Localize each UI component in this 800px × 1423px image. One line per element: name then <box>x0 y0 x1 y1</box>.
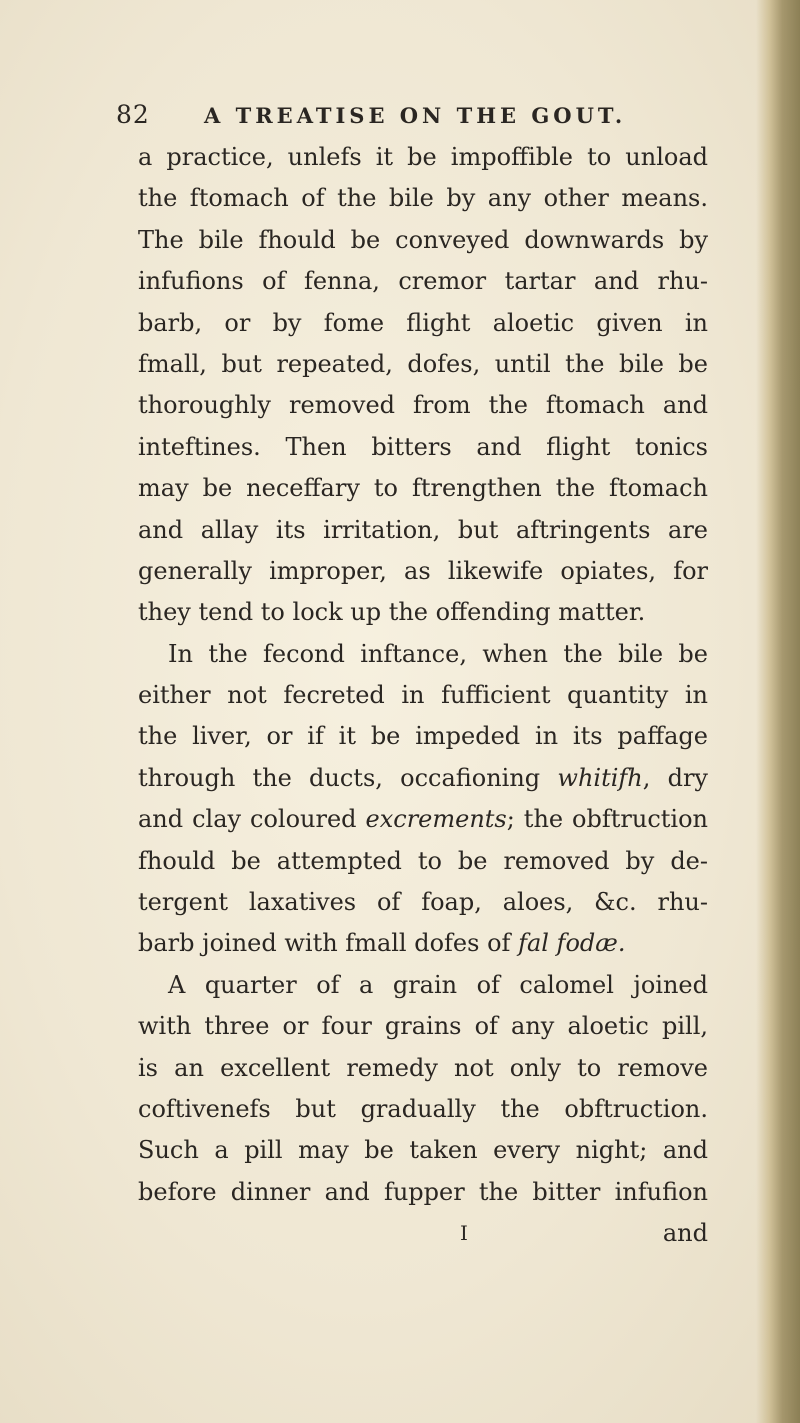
text-line: fhould be attempted to be removed by de- <box>138 846 708 875</box>
italic-term: fal fodæ. <box>518 929 626 958</box>
text-line: coftivenefs but gradually the obftruction. <box>138 1094 708 1123</box>
text-line: Such a pill may be taken every night; and <box>138 1136 708 1165</box>
page-header <box>116 100 756 140</box>
signature-mark: I <box>460 1221 468 1246</box>
page-number: 82 <box>116 100 150 129</box>
text-line: inteftines. Then bitters and flight tonics <box>138 432 708 461</box>
text-line: the liver, or if it be impeded in its paffage <box>138 722 708 751</box>
text-line: thoroughly removed from the ftomach and <box>138 391 708 420</box>
text-line: fmall, but repeated, dofes, until the bile be <box>138 349 708 378</box>
text-line: generally improper, as likewife opiates, for <box>138 556 708 585</box>
footer-line <box>138 1213 708 1254</box>
running-title: A TREATISE ON THE GOUT. <box>204 103 627 128</box>
text-run: through the ducts, occafioning <box>138 763 541 792</box>
text-line: A quarter of a grain of calomel joined <box>168 970 708 999</box>
italic-term: excrements <box>365 805 507 834</box>
text-line-mixed <box>138 758 708 799</box>
text-run: barb joined with fmall dofes of <box>138 929 511 958</box>
page-edge-binding <box>756 0 800 1423</box>
text-line: infufions of fenna, cremor tartar and rhu- <box>138 267 708 296</box>
text-line: may be neceffary to ftrengthen the ftomach <box>138 474 708 503</box>
text-run: and clay coloured <box>138 805 357 834</box>
text-line: tergent laxatives of foap, aloes, &c. rhu- <box>138 888 708 917</box>
text-line: barb, or by fome flight aloetic given in <box>138 308 708 337</box>
text-line: the ftomach of the bile by any other means. <box>138 184 708 213</box>
text-run: ; the obftruction <box>506 805 708 834</box>
text-line: a practice, unlefs it be impoffible to unload <box>138 143 708 171</box>
text-line: before dinner and fupper the bitter infufion <box>138 1177 708 1206</box>
text-run: , dry <box>642 763 708 792</box>
text-line: they tend to lock up the offending matter. <box>138 598 646 627</box>
body-text <box>138 137 708 1255</box>
text-line: In the fecond inftance, when the bile be <box>168 639 708 668</box>
italic-term: whitifh <box>557 763 643 792</box>
text-line: is an excellent remedy not only to remove <box>138 1053 708 1082</box>
text-line: either not fecreted in fufficient quantity in <box>138 681 708 710</box>
text-line: with three or four grains of any aloetic pill, <box>138 1012 708 1041</box>
text-line-mixed <box>138 799 708 840</box>
text-line: and allay its irritation, but aftringents are <box>138 515 708 544</box>
text-line-mixed <box>138 923 708 964</box>
catchword: and <box>662 1219 708 1248</box>
text-line: The bile fhould be conveyed downwards by <box>138 225 708 254</box>
